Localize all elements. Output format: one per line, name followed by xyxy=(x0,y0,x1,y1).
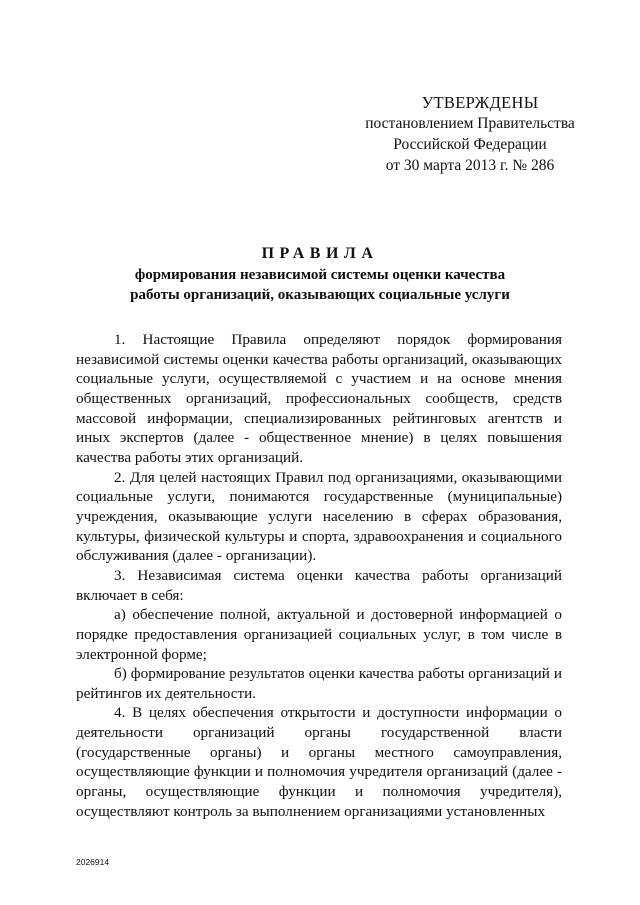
document-subtitle-line: работы организаций, оказывающих социальные услуги xyxy=(130,286,510,303)
document-title: ПРАВИЛА xyxy=(261,245,379,262)
document-body xyxy=(76,330,562,821)
approval-line: постановлением Правительства xyxy=(365,115,575,132)
paragraph-3: 3. Независимая система оценки качества работы организаций включает в себя: xyxy=(76,566,562,604)
document-subtitle-line: формирования независимой системы оценки качества xyxy=(134,267,506,283)
approval-block xyxy=(350,92,590,176)
paragraph-3a: а) обеспечение полной, актуальной и достоверной информацией о порядке предоставления организацией социальных услуг, в том числе в электронной форме; xyxy=(76,606,562,663)
approval-line: от 30 марта 2013 г. № 286 xyxy=(385,157,555,174)
approval-line: Российской Федерации xyxy=(393,136,547,153)
approval-heading: УТВЕРЖДЕНЫ xyxy=(421,93,539,112)
paragraph-4: 4. В целях обеспечения открытости и доступности информации о деятельности организаций органы государственной власти (государственные органы) и органы местного самоуправления, осуществляющие функции и полномочия учредителя организаций (далее - органы, осуществляющие функции и полномочия учредителя), осуществляют контроль за выполнением организациями установленных xyxy=(76,704,562,820)
paragraph-1: 1. Настоящие Правила определяют порядок формирования независимой системы оценки качества работы организаций, оказывающих социальные услуги, осуществляемой с участием и на основе мнения общественных организаций, профессиональных сообществ, средств массовой информации, специализированных рейтинговых агентств и иных экспертов (далее - общественное мнение) в целях повышения качества работы этих организаций. xyxy=(76,331,562,466)
title-block xyxy=(60,242,580,305)
paragraph-3b: б) формирование результатов оценки качества работы организаций и рейтингов их деятельности. xyxy=(76,665,562,702)
paragraph-2: 2. Для целей настоящих Правил под организациями, оказывающими социальные услуги, понимаются государственные (муниципальные) учреждения, оказывающие услуги населению в сферах образования, культуры, физической культуры и спорта, здравоохранения и социального обслуживания (далее - организации). xyxy=(76,468,562,565)
document-id: 2026914 xyxy=(76,857,110,867)
